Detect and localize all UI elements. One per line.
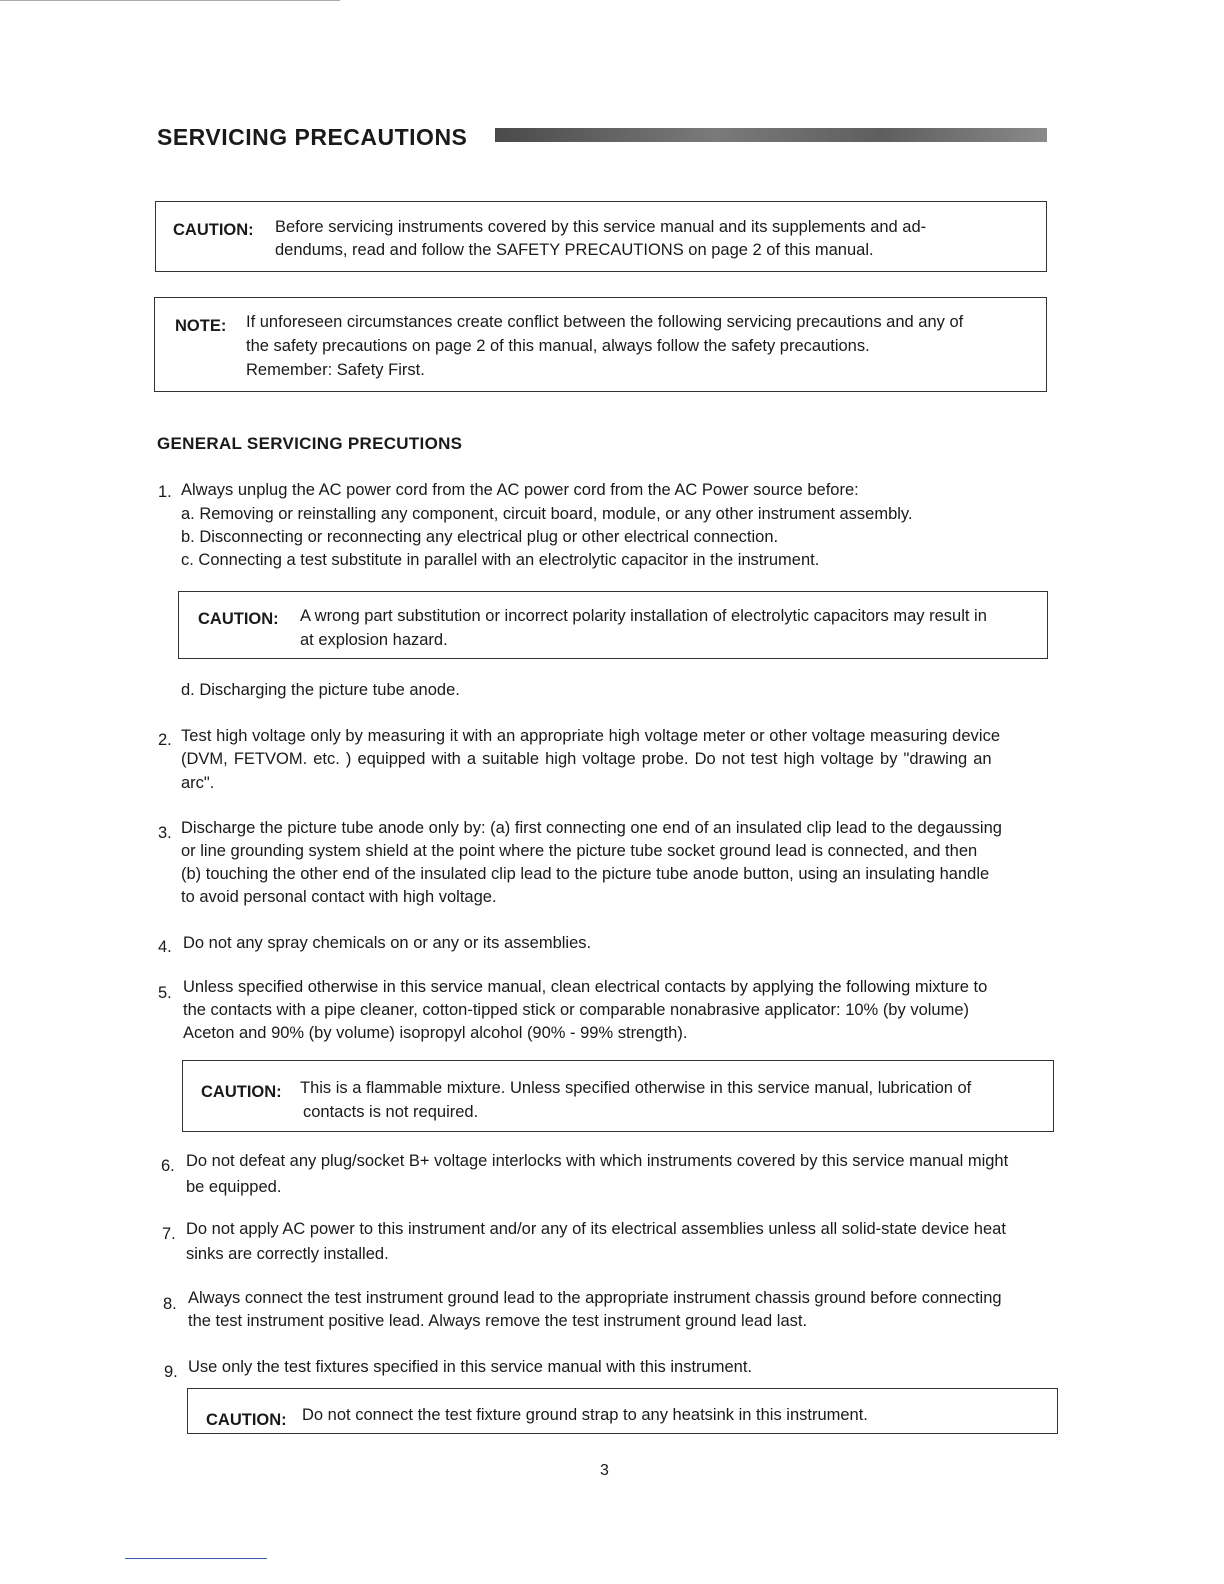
item-text-line: Unless specified otherwise in this service manual, clean electrical contacts by applying the following mixture to <box>183 978 988 996</box>
caution-text-line: A wrong part substitution or incorrect polarity installation of electrolytic capacitors may result in <box>300 607 987 625</box>
item-text-line: or line grounding system shield at the point where the picture tube socket ground lead is connected, and then <box>181 842 978 860</box>
sub-item-b: b. Disconnecting or reconnecting any electrical plug or other electrical connection. <box>181 528 779 546</box>
note-text-line: If unforeseen circumstances create conflict between the following servicing precautions and any of <box>246 313 964 331</box>
item-text: Use only the test fixtures specified in this service manual with this instrument. <box>188 1358 752 1376</box>
caution-text-line: contacts is not required. <box>303 1103 479 1121</box>
item-text-line: the contacts with a pipe cleaner, cotton-tipped stick or comparable nonabrasive applicator: 10% (by volume) <box>183 1001 970 1019</box>
note-box <box>154 297 1047 392</box>
item-number: 1. <box>158 483 172 501</box>
note-text-line: Remember: Safety First. <box>246 361 425 379</box>
caution-box-flammable <box>182 1060 1054 1132</box>
caution-text-line: This is a flammable mixture. Unless specified otherwise in this service manual, lubrication of <box>300 1079 972 1097</box>
item-number: 5. <box>158 984 172 1002</box>
caution-label: CAUTION: <box>198 610 279 628</box>
caution-box-fixture <box>187 1388 1058 1434</box>
item-text-line: to avoid personal contact with high voltage. <box>181 888 497 906</box>
item-number: 2. <box>158 731 172 749</box>
item-text-line: the test instrument positive lead. Always remove the test instrument ground lead last. <box>188 1312 808 1330</box>
sub-item-c: c. Connecting a test substitute in parallel with an electrolytic capacitor in the instrument. <box>181 551 820 569</box>
item-text-line: Test high voltage only by measuring it with an appropriate high voltage meter or other voltage measuring device <box>181 727 1001 745</box>
caution-box-electrolytic <box>178 591 1048 659</box>
sub-item-a: a. Removing or reinstalling any component, circuit board, module, or any other instrument assembly. <box>181 505 913 523</box>
item-text-line: (b) touching the other end of the insulated clip lead to the picture tube anode button, using an insulating handle <box>181 865 990 883</box>
item-text-line: be equipped. <box>186 1178 282 1196</box>
item-number: 8. <box>163 1295 177 1313</box>
caution-label: CAUTION: <box>173 221 254 239</box>
title-rule-bar <box>495 128 1047 142</box>
caution-text-line: Before servicing instruments covered by this service manual and its supplements and ad- <box>275 218 927 236</box>
caution-box-safety-ref <box>155 201 1047 272</box>
scan-edge-line <box>0 0 340 1</box>
caution-label: CAUTION: <box>201 1083 282 1101</box>
item-text-line: arc". <box>181 774 215 792</box>
caution-text-line: at explosion hazard. <box>300 631 448 649</box>
note-label: NOTE: <box>175 317 227 335</box>
scan-edge-line-bottom <box>125 1558 267 1559</box>
caution-text: Do not connect the test fixture ground strap to any heatsink in this instrument. <box>302 1406 868 1424</box>
item-number: 9. <box>164 1363 178 1381</box>
item-text-line: Discharge the picture tube anode only by: (a) first connecting one end of an insulated clip lead to the degaussing <box>181 819 1002 837</box>
page-title: SERVICING PRECAUTIONS <box>157 124 468 150</box>
item-number: 7. <box>162 1225 176 1243</box>
note-text-line: the safety precautions on page 2 of this manual, always follow the safety precautions. <box>246 337 870 355</box>
page-number: 3 <box>600 1462 609 1479</box>
item-text-line: Do not defeat any plug/socket B+ voltage interlocks with which instruments covered by this service manual might <box>186 1152 1009 1170</box>
item-text-line: Do not apply AC power to this instrument and/or any of its electrical assemblies unless all solid-state device heat <box>186 1220 1006 1238</box>
item-text: Do not any spray chemicals on or any or its assemblies. <box>183 934 592 952</box>
item-number: 6. <box>161 1157 175 1175</box>
section-heading: GENERAL SERVICING PRECUTIONS <box>157 434 463 453</box>
sub-item-d: d. Discharging the picture tube anode. <box>181 681 460 699</box>
caution-label: CAUTION: <box>206 1411 287 1429</box>
item-number: 3. <box>158 824 172 842</box>
caution-text-line: dendums, read and follow the SAFETY PRECAUTIONS on page 2 of this manual. <box>275 241 874 259</box>
item-text-line: sinks are correctly installed. <box>186 1245 389 1263</box>
item-text-line: Always connect the test instrument ground lead to the appropriate instrument chassis ground before connecting <box>188 1289 1002 1307</box>
item-number: 4. <box>158 938 172 956</box>
item-text-line: (DVM, FETVOM. etc. ) equipped with a suitable high voltage probe. Do not test high voltage by "drawing an <box>181 750 992 768</box>
item-text-line: Aceton and 90% (by volume) isopropyl alcohol (90% - 99% strength). <box>183 1024 688 1042</box>
item-text: Always unplug the AC power cord from the AC power cord from the AC Power source before: <box>181 481 859 499</box>
